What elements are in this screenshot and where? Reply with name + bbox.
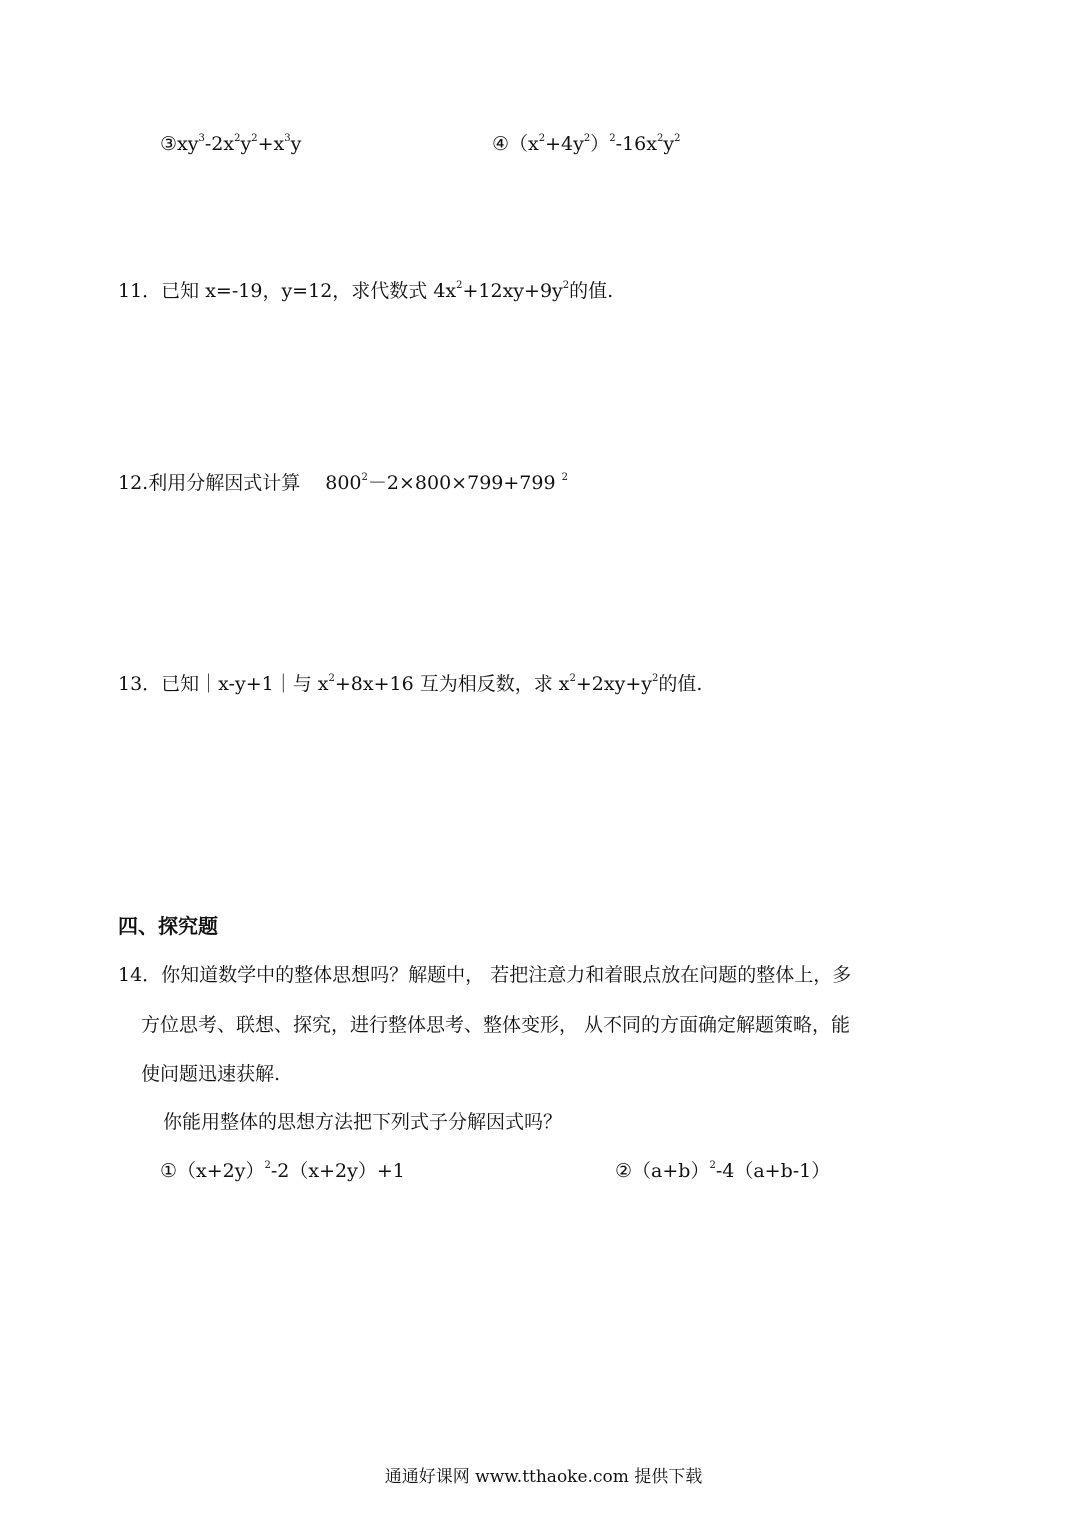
- section-heading: 四、探究题: [118, 914, 218, 938]
- question-14-prompt: 你能用整体的思想方法把下列式子分解因式吗？: [163, 1111, 563, 1133]
- question-11: 11．已知 x=-19，y=12，求代数式 $4x^2+12xy+9y^2$的值.: [118, 280, 614, 302]
- page-footer: 通通好课网 www.tthaoke.com 提供下载: [384, 1467, 703, 1487]
- q14-item-2: $②(a+b)^2-4(a+b-1)$: [615, 1160, 831, 1182]
- question-14-line-3: 使问题迅速获解.: [141, 1063, 281, 1085]
- q10-item-4: $④(x^2+4y^2)^2-16x^2y^2$: [492, 133, 681, 155]
- question-13: 13．已知｜x-y+1｜与 $x^2+8x+16$ 互为相反数，求 $x^2+2xy+y^2$的值.: [118, 673, 703, 695]
- question-14-line-2: 方位思考、联想、探究，进行整体思考、整体变形， 从不同的方面确定解题策略，能: [141, 1014, 851, 1036]
- question-14-line-1: 14．你知道数学中的整体思想吗？解题中， 若把注意力和着眼点放在问题的整体上，多: [118, 964, 852, 986]
- q14-item-1: $①(x+2y)^2-2(x+2y)+1$: [160, 1160, 405, 1182]
- q10-item-3: $③xy^3-2x^2y^2+x^3y$: [160, 133, 302, 155]
- question-12: 12.利用分解因式计算 $800^2-2\times 800\times 799+799$ $^2$: [118, 472, 568, 494]
